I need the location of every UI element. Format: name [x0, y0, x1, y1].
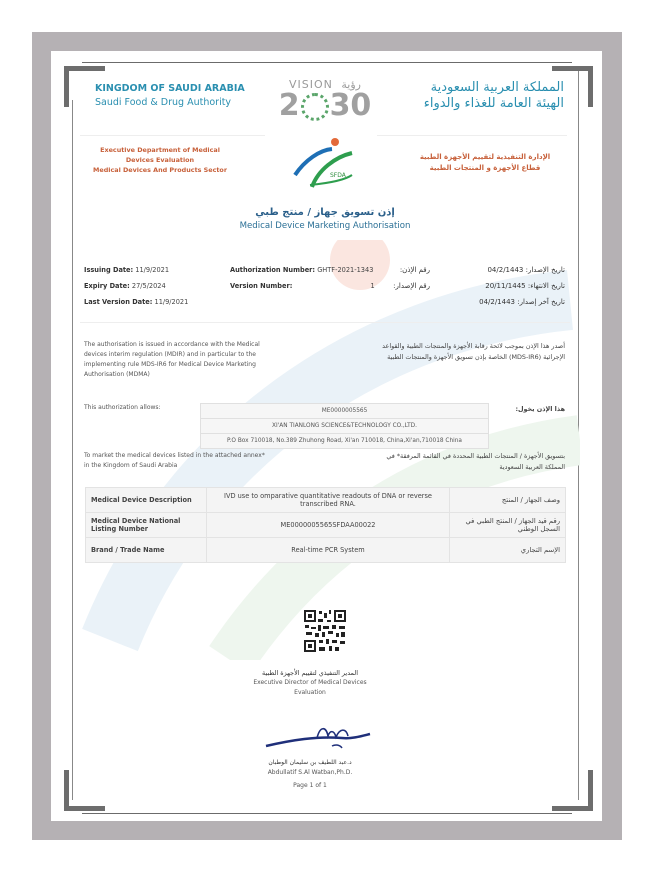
regulation-paragraph-en: The authorisation is issued in accordance with the Medical devices interim regulation (MDIR) and in particular to the implementing rule MDS-IR6 for Medical Device Marketing Authorisation (MDMA) — [84, 341, 260, 378]
dept-en-line2: Devices Evaluation — [125, 156, 195, 164]
meta-middle — [230, 262, 375, 294]
dept-ar — [410, 152, 560, 174]
frame-corner-bottom-right — [552, 770, 593, 811]
device-table — [85, 487, 566, 563]
issuing-date: Issuing Date: 11/9/2021 — [84, 266, 170, 274]
market-en-line2: in the Kingdom of Saudi Arabia — [84, 462, 178, 469]
market-text-en — [84, 451, 265, 471]
header-right — [424, 80, 564, 112]
header-sfda-ar: الهيئة العامة للغذاء والدواء — [423, 96, 564, 111]
meta-ar-dates — [440, 262, 565, 310]
signatory — [240, 758, 380, 791]
issue-date-ar: تاريخ الإصدار: 04/2/1443 — [487, 266, 565, 274]
market-text-ar — [375, 451, 565, 473]
dept-en — [90, 145, 230, 175]
dept-ar-line2: قطاع الأجهزة و المنتجات الطبية — [429, 164, 541, 172]
signature-icon — [262, 720, 374, 756]
director-title-ar: المدير التنفيذي لتقييم الأجهزة الطبية — [262, 669, 358, 677]
header-sfda-en: Saudi Food & Drug Authority — [95, 97, 232, 108]
version-label-ar: رقم الإصدار: — [393, 282, 430, 290]
brand-name-value: Real-time PCR System — [207, 538, 450, 563]
meta-ar-labels — [370, 262, 430, 294]
table-row — [86, 513, 566, 538]
version-number: Version Number: 1 — [230, 282, 375, 290]
holder-company: XI'AN TIANLONG SCIENCE&TECHNOLOGY CO.,LTD. — [201, 419, 488, 434]
frame-corner-bottom-left — [64, 770, 105, 811]
sfda-logo-text: SFDA — [330, 172, 346, 179]
device-description-value: IVD use to omparative quantitative readouts of DNA or reverse transcribed RNA. — [207, 488, 450, 513]
authorization-number: Authorization Number: GHTF-2021-1343 — [230, 266, 374, 274]
table-row — [86, 538, 566, 563]
device-description-label-ar: وصف الجهاز / المنتج — [450, 488, 566, 513]
meta-left — [84, 262, 188, 310]
holder-address: P.O Box 710018, No.389 Zhuhong Road, Xi'an 710018, China,Xi'an,710018 China — [201, 434, 488, 448]
dept-en-line1: Executive Department of Medical — [100, 146, 220, 154]
allows-label-en: This authorization allows: — [84, 404, 161, 411]
expiry-date: Expiry Date: 27/5/2024 — [84, 282, 166, 290]
dept-ar-line1: الإدارة التنفيذية لتقييم الأجهزة الطبية — [419, 153, 551, 161]
vision-word: VISION — [289, 78, 333, 91]
vision-2030-logo — [270, 78, 380, 121]
header-kingdom-ar: المملكة العربية السعودية — [430, 80, 564, 95]
header-kingdom-en: KINGDOM OF SAUDI ARABIA — [95, 83, 245, 94]
listing-number-value: ME0000005565SFDAA00022 — [207, 513, 450, 538]
expiry-date-ar: تاريخ الانتهاء: 20/11/1445 — [485, 282, 565, 290]
device-description-label: Medical Device Description — [86, 488, 207, 513]
page-number: Page 1 of 1 — [293, 782, 327, 789]
dept-en-line3: Medical Devices And Products Sector — [93, 166, 227, 174]
title-en: Medical Device Marketing Authorisation — [239, 221, 411, 231]
last-version-date: Last Version Date: 11/9/2021 — [84, 298, 189, 306]
regulation-paragraph-ar: أصدر هذا الإذن بموجب لائحة رقابة الأجهزة والمنتجات الطبية والقواعد الإجرائية (MDS-IR6) الخاصة بإذن تسويق الأجهزة والمنتجات الطبية — [382, 342, 565, 361]
allows-label-ar: هذا الإذن يخول: — [515, 405, 565, 413]
last-date-ar: تاريخ آخر إصدار: 04/2/1443 — [479, 298, 565, 306]
listing-number-label: Medical Device National Listing Number — [86, 513, 207, 538]
vision-ar: رؤية — [341, 78, 361, 91]
signatory-name-en: Abdullatif S.Al Watban,Ph.D. — [267, 769, 353, 776]
sfda-logo-icon — [290, 135, 360, 190]
title-ar: إذن تسويق جهاز / منتج طبي — [255, 207, 395, 218]
vision-emblem-icon — [301, 93, 329, 121]
holder-registration: ME0000005565 — [201, 404, 488, 419]
director-title-en-line2: Evaluation — [294, 689, 326, 696]
header-left — [95, 82, 245, 110]
signatory-name-ar: د.عبد اللطيف بن سليمان الوطبان — [268, 759, 352, 766]
auth-label-ar: رقم الإذن: — [399, 266, 430, 274]
market-ar-line1: بتسويق الأجهزة / المنتجات الطبية المحددة في القائمة المرفقة* في — [386, 452, 565, 460]
header-separator-right — [377, 135, 567, 136]
listing-number-label-ar: رقم قيد الجهاز / المنتج الطبي في السجل الوطني — [450, 513, 566, 538]
brand-name-label-ar: الإسم التجاري — [450, 538, 566, 563]
vision-year-30: 30 — [329, 88, 372, 123]
frame-line-bottom — [82, 813, 572, 814]
director-title — [240, 668, 380, 698]
meta-separator — [80, 322, 570, 323]
frame-line-top — [82, 62, 572, 63]
vision-year-2: 2 — [278, 88, 300, 123]
table-row — [86, 488, 566, 513]
market-ar-line2: المملكة العربية السعودية — [499, 463, 565, 471]
brand-name-label: Brand / Trade Name — [86, 538, 207, 563]
qr-code-icon — [303, 609, 347, 653]
header-separator-left — [80, 135, 265, 136]
director-title-en-line1: Executive Director of Medical Devices — [253, 679, 367, 686]
holder-box — [200, 403, 489, 449]
market-en-line1: To market the medical devices listed in the attached annex* — [84, 452, 265, 459]
